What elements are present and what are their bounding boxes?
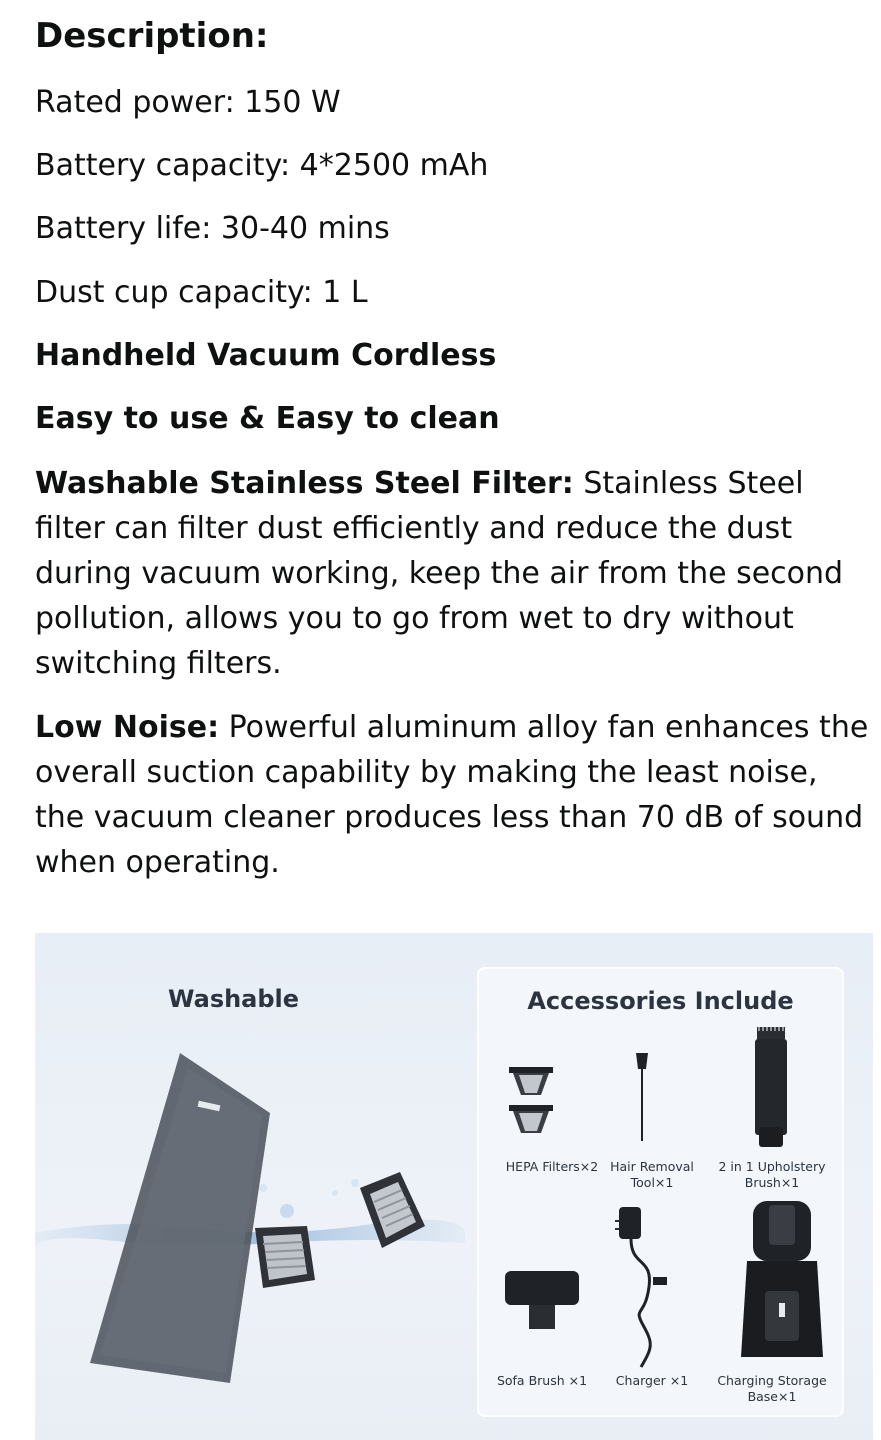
filter-paragraph bbox=[35, 461, 875, 686]
hair-removal-label-line1: Hair Removal bbox=[610, 1159, 694, 1174]
upholstery-label-line2: Brush×1 bbox=[744, 1175, 800, 1190]
sofa-brush-label: Sofa Brush ×1 bbox=[496, 1373, 588, 1388]
hair-removal-tool-label bbox=[597, 1159, 707, 1191]
accessories-title: Accessories Include bbox=[527, 987, 794, 1015]
noise-text: Powerful aluminum alloy fan enhances the overall suction capability by making the least noise, the vacuum cleaner produces less than 70 dB of sound when operating. bbox=[35, 710, 869, 880]
washable-title: Washable bbox=[168, 985, 300, 1013]
hepa-filter-icon bbox=[509, 1067, 553, 1139]
description-heading: Description: bbox=[35, 16, 269, 56]
filter-graphic bbox=[245, 1218, 325, 1298]
charging-base-label-line1: Charging Storage bbox=[717, 1373, 827, 1388]
upholstery-label-line1: 2 in 1 Upholstery bbox=[718, 1159, 826, 1174]
charging-base-icon bbox=[739, 1201, 825, 1361]
spec-rated-power: Rated power: 150 W bbox=[35, 85, 341, 120]
charging-base-label bbox=[707, 1373, 837, 1405]
sofa-brush-icon bbox=[505, 1271, 579, 1331]
hair-removal-tool-icon bbox=[632, 1053, 652, 1143]
charging-base-label-line2: Base×1 bbox=[747, 1389, 797, 1404]
charger-label: Charger ×1 bbox=[615, 1373, 689, 1388]
filter-graphic bbox=[350, 1168, 430, 1258]
hepa-filters-label: HEPA Filters×2 bbox=[505, 1159, 599, 1174]
charger-icon bbox=[613, 1207, 673, 1375]
noise-paragraph bbox=[35, 705, 875, 885]
spec-battery-life: Battery life: 30-40 mins bbox=[35, 211, 390, 246]
spec-dust-cup-capacity: Dust cup capacity: 1 L bbox=[35, 275, 368, 310]
noise-label: Low Noise: bbox=[35, 710, 220, 745]
hair-removal-label-line2: Tool×1 bbox=[630, 1175, 674, 1190]
product-image bbox=[35, 933, 873, 1440]
upholstery-brush-icon bbox=[751, 1027, 791, 1167]
headline-easy-to-use: Easy to use & Easy to clean bbox=[35, 401, 500, 436]
headline-handheld-vacuum: Handheld Vacuum Cordless bbox=[35, 338, 497, 373]
filter-text: Stainless Steel filter can filter dust efficiently and reduce the dust during vacuum working, keep the air from the second pollution, allows you to go from wet to dry without switching filters. bbox=[35, 466, 844, 681]
spec-battery-capacity: Battery capacity: 4*2500 mAh bbox=[35, 148, 489, 183]
accessories-panel bbox=[477, 967, 844, 1417]
filter-label: Washable Stainless Steel Filter: bbox=[35, 466, 574, 501]
upholstery-brush-label bbox=[707, 1159, 837, 1191]
